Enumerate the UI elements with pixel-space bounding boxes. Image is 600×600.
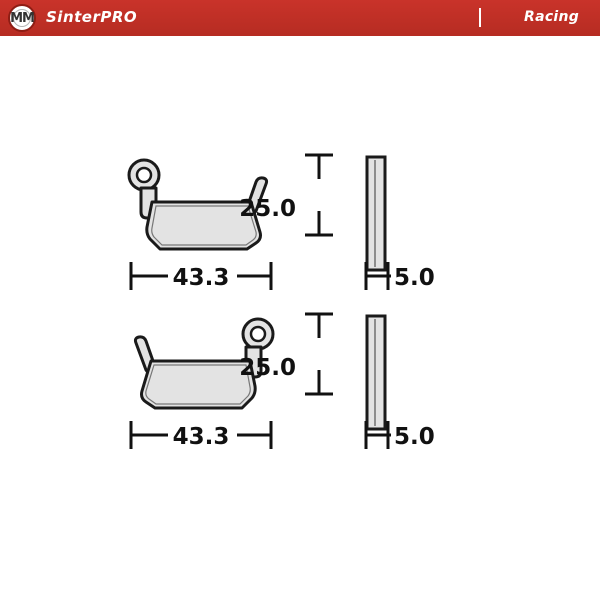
pad-bottom-height-label: 25.0 [239,355,296,381]
pad-top-width-label: 43.3 [172,265,230,291]
pad-bottom-friction-block [142,361,256,408]
header-bar [0,0,600,36]
pad-bottom-width-label: 43.3 [172,424,230,450]
pad-bottom-thickness-label: 5.0 [394,424,435,450]
pad-top-width-dimension [131,262,271,291]
vertical-divider-icon [479,8,481,27]
brake-pad-top-group [129,155,435,291]
pad-bottom-side-view [367,316,385,429]
pad-top-height-label: 25.0 [239,196,296,222]
pad-bottom-side-profile [367,316,385,429]
pad-top-side-profile [367,157,385,270]
pad-top-mounting-hole [137,168,151,182]
pad-top-thickness-label: 5.0 [394,265,435,291]
pad-bottom-mounting-hole [251,327,265,341]
pad-bottom-width-dimension [131,421,271,450]
logo-letters: MM [10,10,34,26]
mm-circular-logo-icon [8,4,36,32]
brand-label: SinterPRO [46,8,138,26]
pad-top-side-view [367,157,385,270]
drawing-canvas [0,36,600,600]
brake-pad-bottom-group [131,314,435,450]
category-label: Racing [524,9,580,25]
